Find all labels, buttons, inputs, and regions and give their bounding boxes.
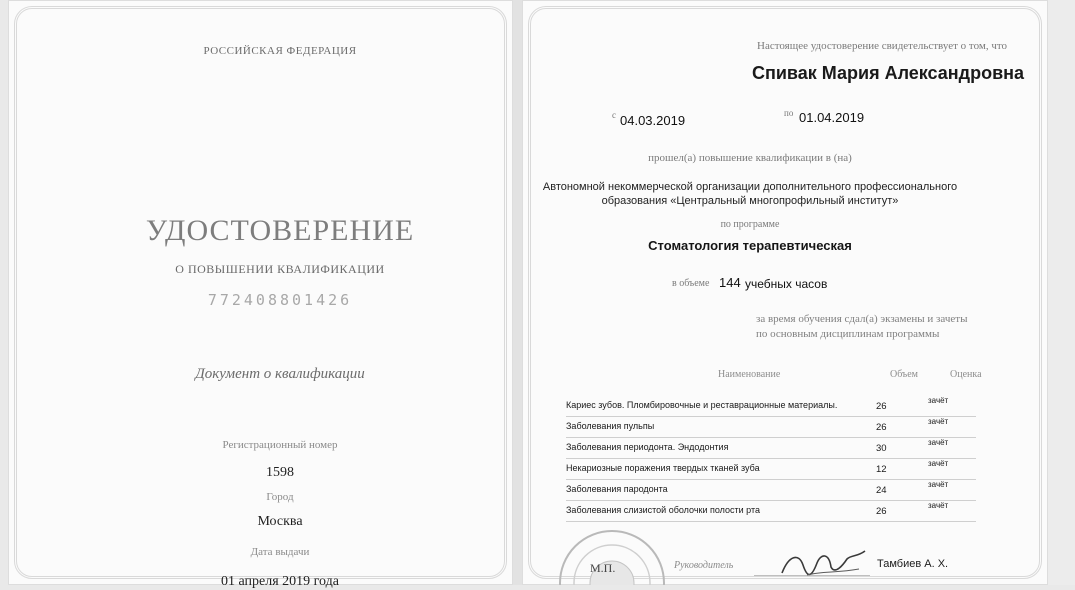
- discipline-name: Заболевания пульпы: [566, 421, 655, 431]
- certificate-left-page: [8, 0, 513, 589]
- discipline-name: Некариозные поражения твердых тканей зуба: [566, 463, 760, 473]
- discipline-grade: зачёт: [928, 396, 949, 405]
- holder-name: Спивак Мария Александровна: [752, 63, 1025, 83]
- period-to-date: 01.04.2019: [799, 110, 865, 125]
- table-row: [566, 480, 976, 501]
- discipline-name: Заболевания пародонта: [566, 484, 668, 494]
- period-from-date: 04.03.2019: [620, 113, 686, 128]
- table-row: [566, 417, 976, 438]
- intro-text: Настоящее удостоверение свидетельствует о том, что: [757, 40, 1008, 52]
- discipline-grade: зачёт: [928, 438, 949, 447]
- country-label: РОССИЙСКАЯ ФЕДЕРАЦИЯ: [203, 45, 357, 57]
- city-label: Город: [266, 491, 294, 503]
- organization-name: Автономной некоммерческой организации дополнительного профессионального образования «Центральный многопрофильный институт»: [542, 181, 958, 207]
- stamp-place-label: М.П.: [590, 561, 616, 575]
- page-gutter: [513, 0, 522, 585]
- table-header-name: Наименование: [718, 369, 781, 380]
- period-to-label: по: [784, 108, 794, 118]
- disciplines-table: [566, 396, 976, 522]
- document-kind: Документ о квалификации: [195, 366, 365, 382]
- document-title: УДОСТОВЕРЕНИЕ: [145, 214, 415, 247]
- scan-edge: [1048, 0, 1075, 585]
- registration-number: 1598: [266, 465, 294, 480]
- head-label: Руководитель: [674, 560, 734, 571]
- issue-date-label: Дата выдачи: [250, 546, 310, 558]
- registration-label: Регистрационный номер: [222, 439, 338, 451]
- discipline-grade: зачёт: [928, 480, 949, 489]
- table-row: [566, 396, 976, 417]
- table-row: [566, 459, 976, 480]
- discipline-volume: 26: [876, 506, 887, 517]
- discipline-name: Заболевания периодонта. Эндодонтия: [566, 442, 729, 452]
- exam-text-line-2: по основным дисциплинам программы: [756, 328, 940, 340]
- table-header-grade: Оценка: [950, 369, 982, 380]
- document-subtitle: О ПОВЫШЕНИИ КВАЛИФИКАЦИИ: [175, 262, 385, 276]
- discipline-volume: 26: [876, 401, 887, 412]
- discipline-grade: зачёт: [928, 501, 949, 510]
- discipline-volume: 12: [876, 464, 887, 475]
- city-value: Москва: [257, 514, 303, 529]
- volume-unit: учебных часов: [745, 277, 828, 291]
- passed-text: прошел(а) повышение квалификации в (на): [648, 152, 852, 164]
- program-label: по программе: [720, 219, 780, 230]
- signer-name: Тамбиев А. Х.: [877, 558, 949, 570]
- discipline-name: Кариес зубов. Пломбировочные и реставрационные материалы.: [566, 400, 838, 410]
- discipline-name: Заболевания слизистой оболочки полости рта: [566, 505, 761, 515]
- table-header-volume: Объем: [890, 369, 918, 380]
- discipline-grade: зачёт: [928, 459, 949, 468]
- discipline-grade: зачёт: [928, 417, 949, 426]
- table-row: [566, 438, 976, 459]
- discipline-volume: 26: [876, 422, 887, 433]
- certificate-right-page: [522, 0, 1048, 585]
- volume-hours: 144: [719, 275, 741, 290]
- discipline-volume: 30: [876, 443, 887, 454]
- discipline-volume: 24: [876, 485, 887, 496]
- program-name: Стоматология терапевтическая: [648, 238, 852, 253]
- volume-label: в объеме: [672, 278, 710, 289]
- period-from-label: с: [612, 110, 616, 120]
- exam-text-line-1: за время обучения сдал(а) экзамены и зачеты: [756, 313, 968, 325]
- document-number: 772408801426: [207, 291, 353, 309]
- signature-icon: [777, 545, 872, 585]
- issue-date-value: 01 апреля 2019 года: [221, 574, 339, 589]
